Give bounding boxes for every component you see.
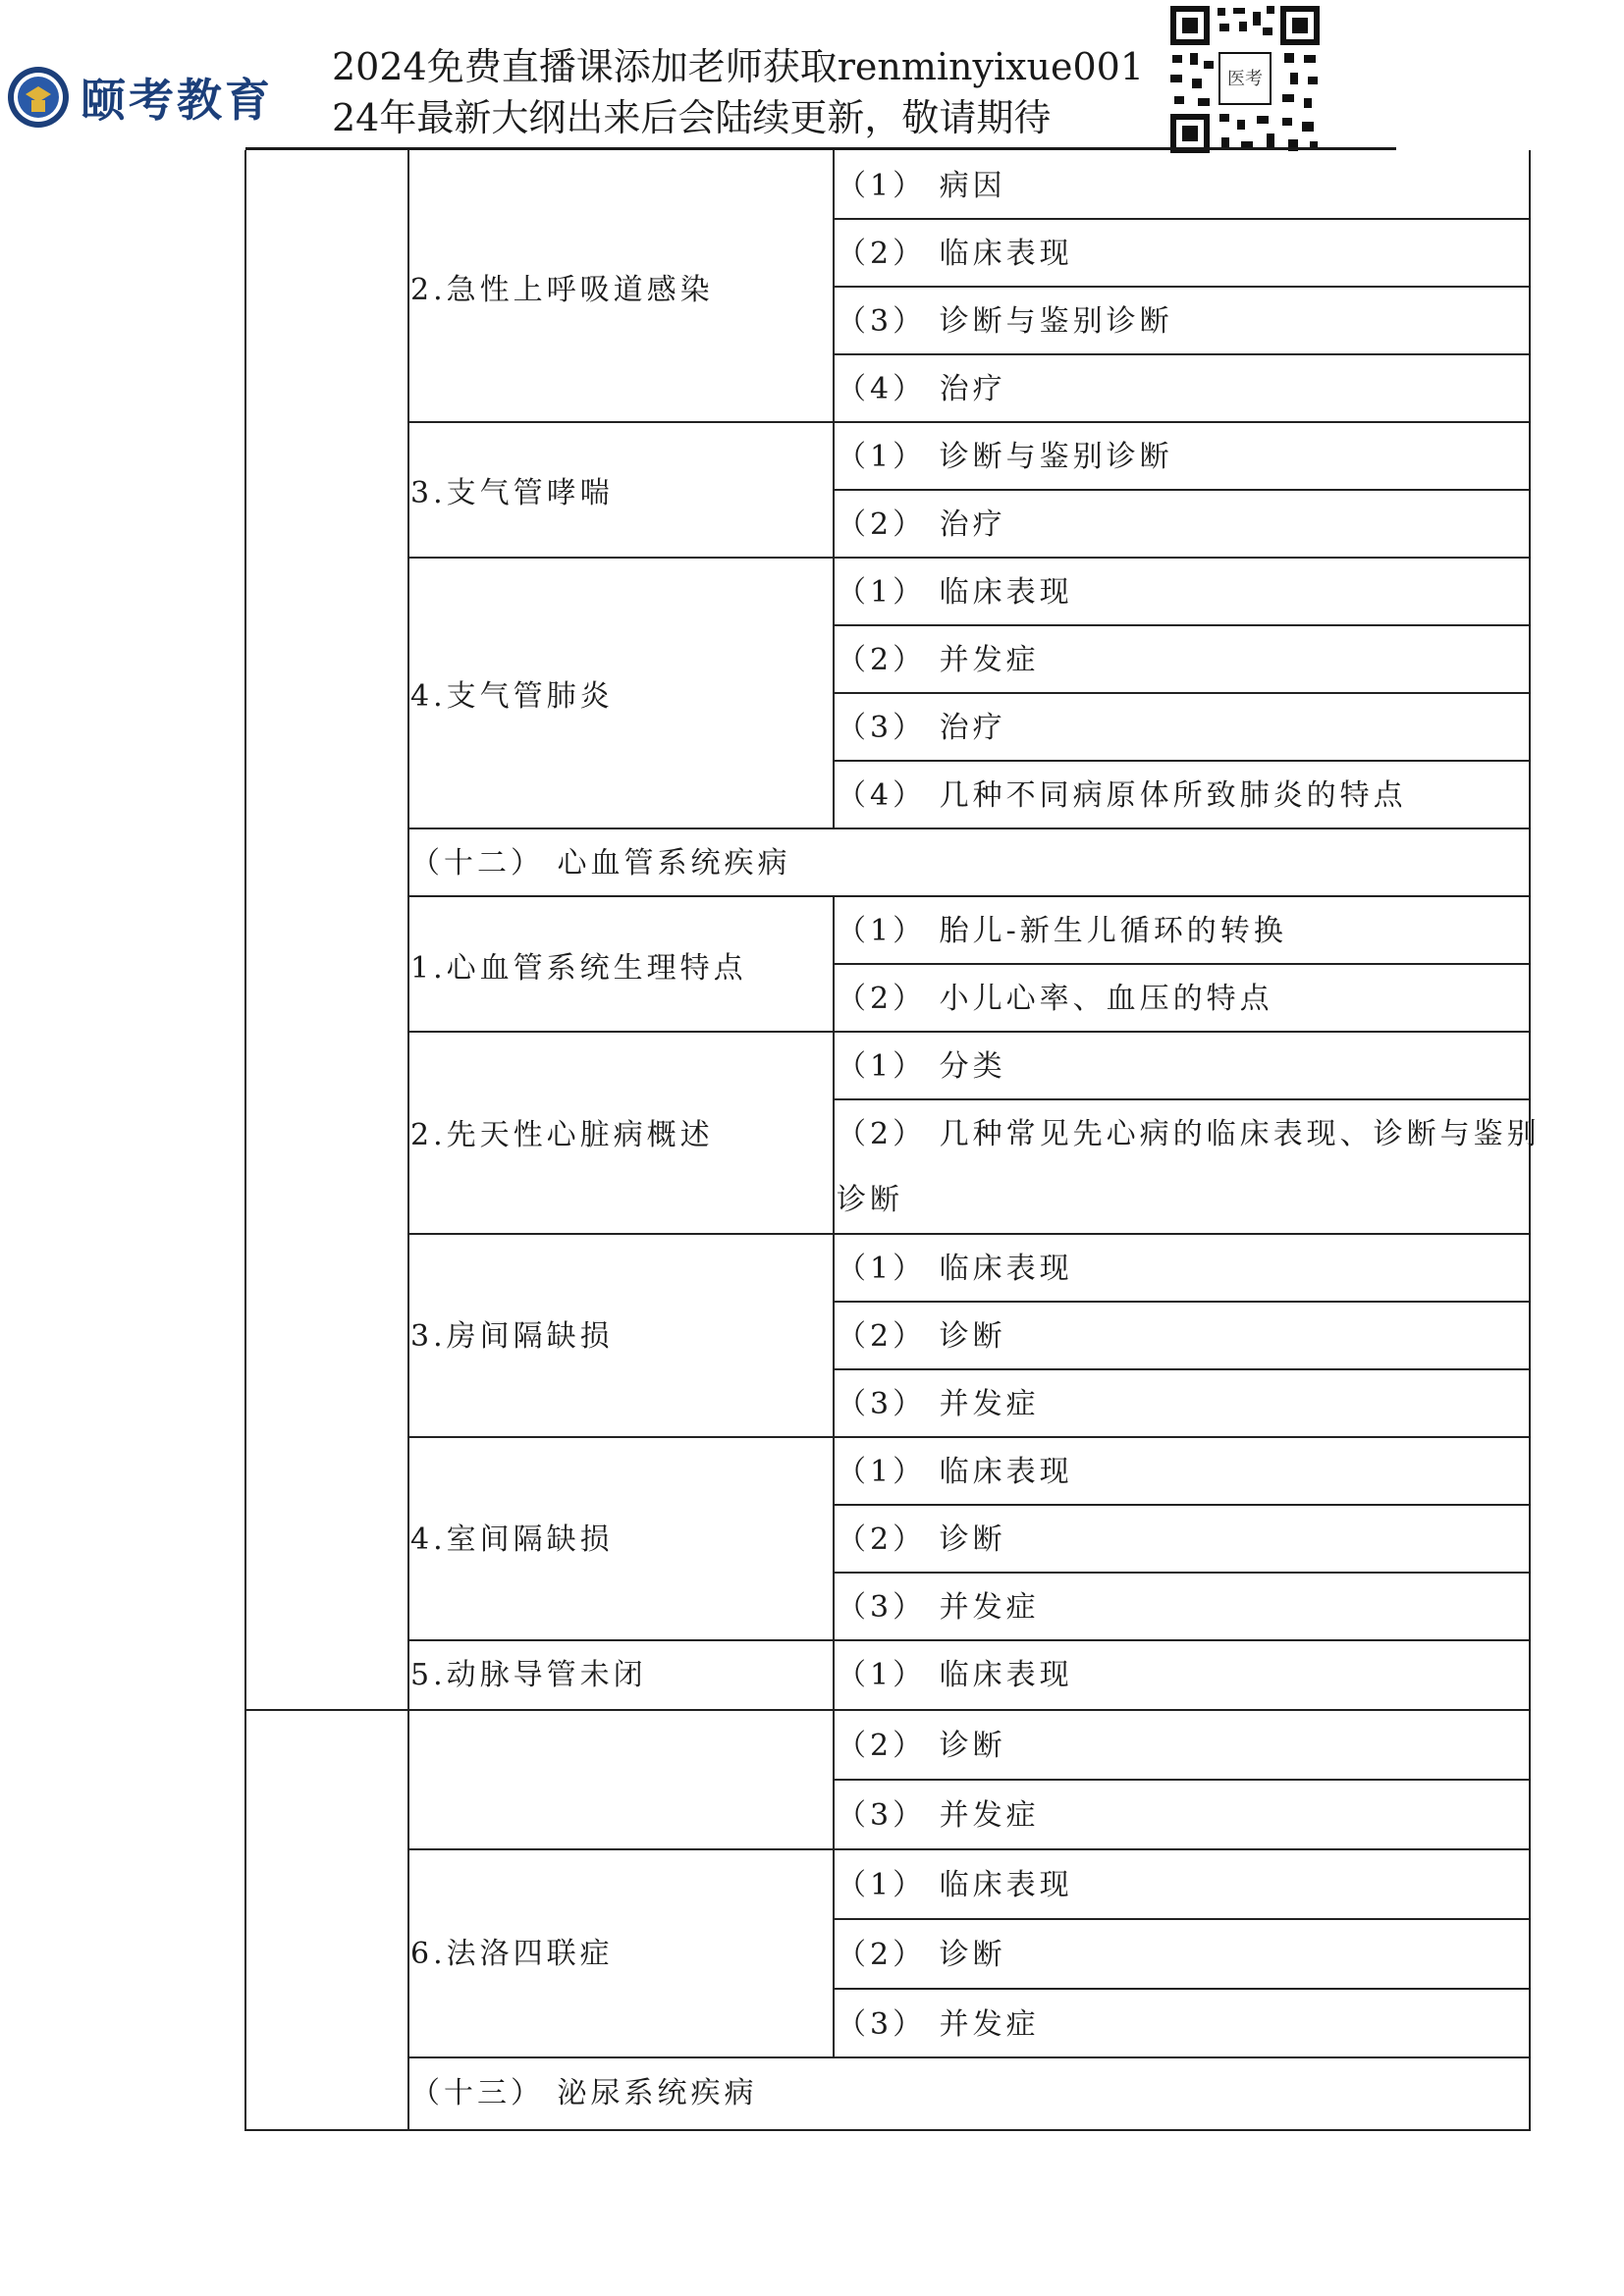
row-line bbox=[833, 1504, 1531, 1506]
item-cell: （3） 诊断与鉴别诊断 bbox=[837, 304, 1173, 339]
item-cell: （4） 治疗 bbox=[837, 372, 1006, 406]
item-cell: （2） 小儿心率、血压的特点 bbox=[837, 982, 1273, 1016]
item-cell: （1） 临床表现 bbox=[837, 575, 1073, 610]
row-line bbox=[833, 624, 1531, 626]
section-heading: （十三） 泌尿系统疾病 bbox=[410, 2076, 758, 2110]
item-cell: （1） 临床表现 bbox=[837, 1868, 1073, 1902]
item-cell: （2） 诊断 bbox=[837, 1522, 1006, 1557]
table-border-left bbox=[244, 150, 246, 2131]
item-cell: （3） 并发症 bbox=[837, 2007, 1040, 2042]
brand-name: 颐考教育 bbox=[81, 74, 273, 127]
row-line bbox=[407, 1031, 1531, 1033]
row-line bbox=[833, 963, 1531, 965]
row-line bbox=[833, 286, 1531, 288]
item-cell: （1） 胎儿-新生儿循环的转换 bbox=[837, 914, 1287, 948]
row-line bbox=[407, 1436, 1531, 1438]
item-cell: （2） 诊断 bbox=[837, 1319, 1006, 1354]
row-line bbox=[407, 1848, 1531, 1850]
topic-cell: 2.急性上呼吸道感染 bbox=[410, 273, 714, 307]
section-heading: （十二） 心血管系统疾病 bbox=[410, 846, 791, 881]
item-cell-wrap: 诊断 bbox=[837, 1183, 903, 1217]
row-line bbox=[833, 1572, 1531, 1574]
row-line bbox=[833, 1301, 1531, 1303]
row-line bbox=[407, 421, 1531, 423]
item-cell: （3） 治疗 bbox=[837, 711, 1006, 745]
item-cell: （2） 治疗 bbox=[837, 507, 1006, 542]
qr-center-label: 医考 bbox=[1227, 69, 1263, 89]
row-line bbox=[407, 2056, 1531, 2058]
topic-cell: 3.支气管哮喘 bbox=[410, 476, 614, 510]
row-line bbox=[833, 760, 1531, 762]
item-cell: （3） 并发症 bbox=[837, 1387, 1040, 1421]
brand-logo bbox=[6, 65, 273, 130]
item-cell: （2） 几种常见先心病的临床表现、诊断与鉴别 bbox=[837, 1117, 1541, 1151]
topic-cell: 3.房间隔缺损 bbox=[410, 1319, 614, 1354]
row-line bbox=[407, 557, 1531, 559]
row-line bbox=[407, 828, 1531, 829]
item-cell: （1） 病因 bbox=[837, 169, 1006, 203]
row-line bbox=[833, 692, 1531, 694]
item-cell: （2） 诊断 bbox=[837, 1938, 1006, 1972]
qr-code-icon bbox=[1168, 4, 1322, 155]
item-cell: （3） 并发症 bbox=[837, 1798, 1040, 1833]
row-line bbox=[833, 1779, 1531, 1781]
row-line bbox=[407, 1233, 1531, 1235]
page-header bbox=[0, 0, 1624, 157]
item-cell: （1） 临床表现 bbox=[837, 1252, 1073, 1286]
row-line bbox=[833, 353, 1531, 355]
school-badge-icon bbox=[6, 65, 71, 130]
item-cell: （4） 几种不同病原体所致肺炎的特点 bbox=[837, 778, 1407, 813]
table-divider-col2c bbox=[833, 1709, 835, 2056]
header-notice bbox=[332, 41, 1144, 143]
item-cell: （1） 临床表现 bbox=[837, 1455, 1073, 1489]
page-break-line bbox=[244, 1709, 1531, 1711]
topic-cell: 5.动脉导管未闭 bbox=[410, 1658, 647, 1692]
table-border-bottom bbox=[244, 2129, 1531, 2131]
topic-cell: 4.支气管肺炎 bbox=[410, 679, 614, 714]
notice-line-2: 24年最新大纲出来后会陆续更新，敬请期待 bbox=[332, 96, 1052, 139]
table-divider-col1 bbox=[407, 150, 409, 2131]
topic-cell: 4.室间隔缺损 bbox=[410, 1522, 614, 1557]
item-cell: （1） 临床表现 bbox=[837, 1658, 1073, 1692]
topic-cell: 6.法洛四联症 bbox=[410, 1937, 614, 1971]
item-cell: （1） 分类 bbox=[837, 1049, 1006, 1084]
header-divider bbox=[245, 147, 1396, 150]
row-line bbox=[833, 489, 1531, 491]
row-line bbox=[407, 1639, 1531, 1641]
item-cell: （2） 诊断 bbox=[837, 1729, 1006, 1763]
notice-line-1: 2024免费直播课添加老师获取renminyixue001 bbox=[332, 45, 1145, 88]
item-cell: （2） 并发症 bbox=[837, 643, 1040, 677]
row-line bbox=[407, 895, 1531, 897]
item-cell: （2） 临床表现 bbox=[837, 237, 1073, 271]
row-line bbox=[833, 1368, 1531, 1370]
topic-cell: 1.心血管系统生理特点 bbox=[410, 951, 747, 986]
row-line bbox=[833, 218, 1531, 220]
row-line bbox=[833, 1098, 1531, 1100]
item-cell: （1） 诊断与鉴别诊断 bbox=[837, 440, 1173, 474]
row-line bbox=[833, 1988, 1531, 1990]
item-cell: （3） 并发症 bbox=[837, 1590, 1040, 1625]
row-line bbox=[833, 1918, 1531, 1920]
topic-cell: 2.先天性心脏病概述 bbox=[410, 1118, 714, 1152]
